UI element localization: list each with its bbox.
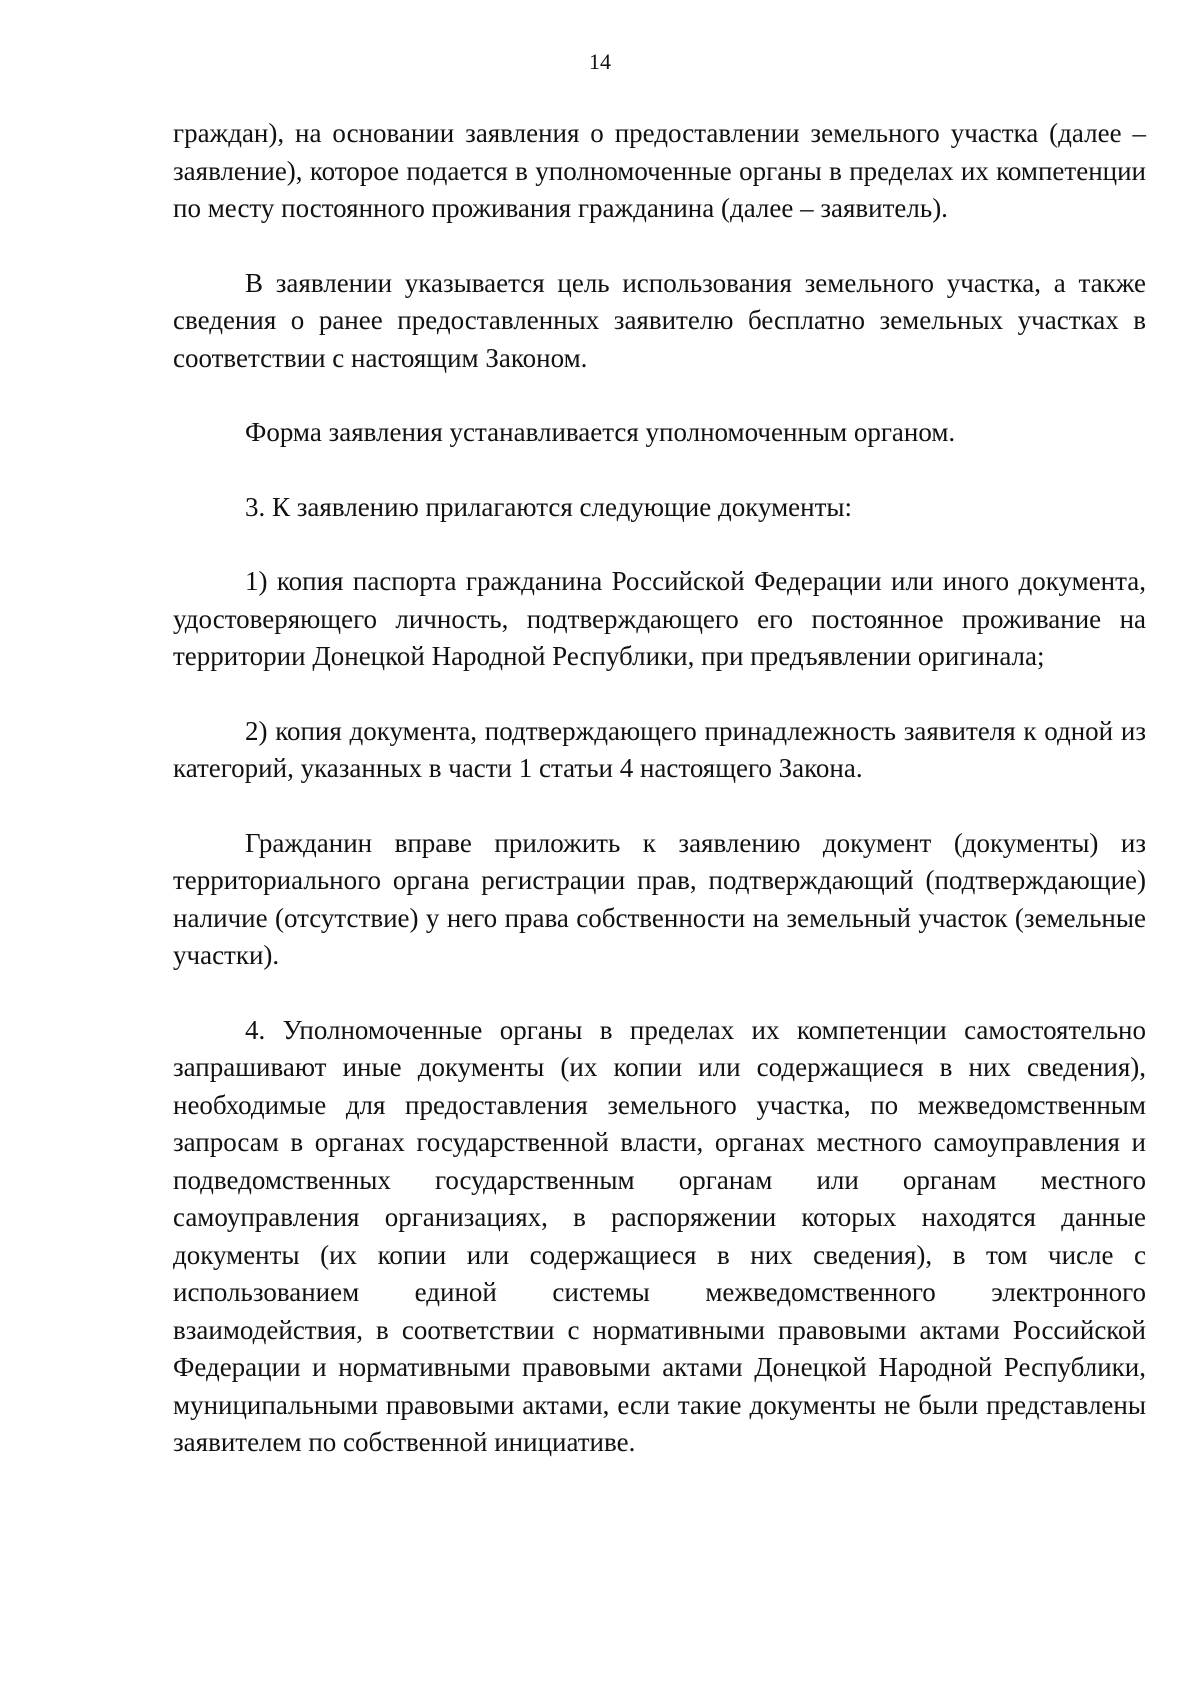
paragraph-application-purpose: В заявлении указывается цель использования земельного участка, а также сведения о ранее предоставленных заявителю бесплатно земельных участках в соответствии с настоящим Законом. [173,267,1146,373]
paragraph-optional-documents: Гражданин вправе приложить к заявлению документ (документы) из территориального органа регистрации прав, подтверждающий (подтверждающие) наличие (отсутствие) у него права собственности на земельный участок (земельные участки). [173,827,1146,970]
page-number: 14 [589,49,611,74]
paragraph-application-form: Форма заявления устанавливается уполномоченным органом. [245,417,956,447]
paragraph-continuation: граждан), на основании заявления о предоставлении земельного участка (далее – заявление), которое подается в уполномоченные органы в пределах их компетенции по месту постоянного проживания гражданина (далее – заявитель). [173,118,1146,223]
paragraph-item-1-passport: 1) копия паспорта гражданина Российской Федерации или иного документа, удостоверяющего личность, подтверждающего его постоянное проживание на территории Донецкой Народной Республики, при предъявлении оригинала; [173,566,1146,671]
paragraph-item-2-category-document: 2) копия документа, подтверждающего принадлежность заявителя к одной из категорий, указанных в части 1 статьи 4 настоящего Закона. [173,715,1146,783]
paragraph-section-4: 4. Уполномоченные органы в пределах их компетенции самостоятельно запрашивают иные документы (их копии или содержащиеся в них сведения), необходимые для предоставления земельного участка, по межведомственным запросам в органах государственной власти, органах местного самоуправления и подведомственных государственным органам или органам местного самоуправления организациях, в распоряжении которых находятся данные документы (их копии или содержащиеся в них сведения), в том числе с использованием единой системы межведомственного электронного взаимодействия, в соответствии с нормативными правовыми актами Российской Федерации и нормативными правовыми актами Донецкой Народной Республики, муниципальными правовыми актами, если такие документы не были представлены заявителем по собственной инициативе. [173,1014,1146,1457]
document-body [173,115,1146,1462]
paragraph-section-3-heading: 3. К заявлению прилагаются следующие документы: [245,491,853,522]
